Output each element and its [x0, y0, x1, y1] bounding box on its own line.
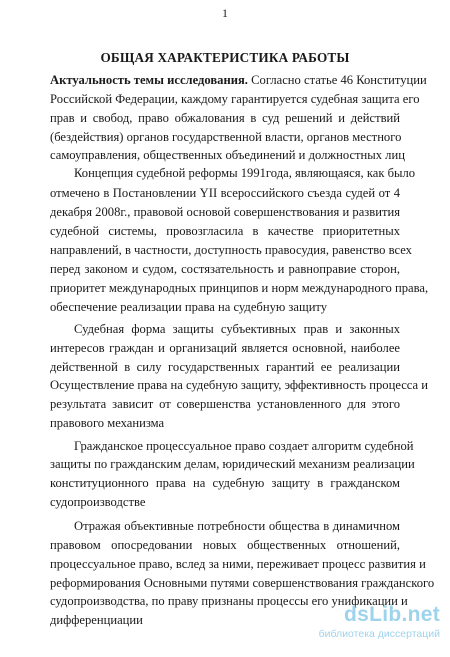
text-line: реформирования Основными путями совершенствования гражданского — [50, 576, 435, 590]
text-line: обеспечение реализации права на судебную защиту — [50, 300, 328, 314]
text-line: конституционного права на судебную защиту в гражданском — [50, 476, 400, 490]
dslib-watermark-logo — [315, 603, 440, 643]
text-line: действенной в силу государственных гарантий ее реализации — [50, 360, 400, 374]
text-line: Актуальность темы исследования. Согласно статье 46 Конституции — [50, 73, 427, 87]
text-line: судебной системы, провозгласила в качестве приоритетных — [50, 224, 400, 238]
text-line: результата зависит от совершенства установленного для этого — [50, 397, 400, 411]
text-line: приоритет международных принципов и норм международного права, — [50, 281, 429, 295]
text-line: Судебная форма защиты субъективных прав и законных — [74, 322, 400, 336]
text-line: Осуществление права на судебную защиту, эффективность процесса и — [50, 378, 429, 392]
text-line: интересов граждан и организаций является основной, наиболее — [50, 341, 400, 355]
text-line: дифференциации — [50, 613, 143, 627]
text-line: направлений, в частности, доступность правосудия, равенство всех — [50, 243, 412, 257]
text-line: самоуправления, общественных объединений и должностных лиц — [50, 148, 405, 162]
text-line: судопроизводстве — [50, 495, 146, 509]
watermark-brand: dsLib.net — [343, 603, 440, 626]
text-line: Российской Федерации, каждому гарантируется судебная защита его — [50, 92, 420, 106]
text-line: перед законом и судом, состязательность и равноправие сторон, — [50, 262, 400, 276]
page-number: 1 — [222, 6, 228, 20]
text-line: Гражданское процессуальное право создает алгоритм судебной — [74, 439, 414, 453]
relevance-heading: Актуальность темы исследования. — [50, 73, 248, 87]
watermark-caption: библиотека диссертаций — [318, 628, 440, 640]
text-line: Концепция судебной реформы 1991года, являющаяся, как было — [74, 166, 416, 180]
text-line: защиты по гражданским делам, юридический механизм реализации — [50, 457, 415, 471]
text-line: судопроизводства, по праву признаны процессы его унификации и — [50, 594, 408, 608]
text-line: правовом опосредовании новых общественных отношений, — [50, 538, 400, 552]
section-title: ОБЩАЯ ХАРАКТЕРИСТИКА РАБОТЫ — [100, 50, 350, 65]
text-line: отмечено в Постановлении YII всероссийского съезда судей от 4 — [50, 186, 400, 200]
text-line: Отражая объективные потребности общества в динамичном — [74, 519, 400, 533]
text-line: процессуальное право, вслед за ними, переживает процесс развития и — [50, 557, 426, 571]
text-line: правового механизма — [50, 416, 165, 430]
text-line: прав и свобод, право обжалования в суд решений и действий — [50, 111, 400, 125]
text-line: декабря 2008г., правовой основой совершенствования и развития — [50, 205, 400, 219]
text-line: (бездействия) органов государственной власти, органов местного — [50, 130, 402, 144]
